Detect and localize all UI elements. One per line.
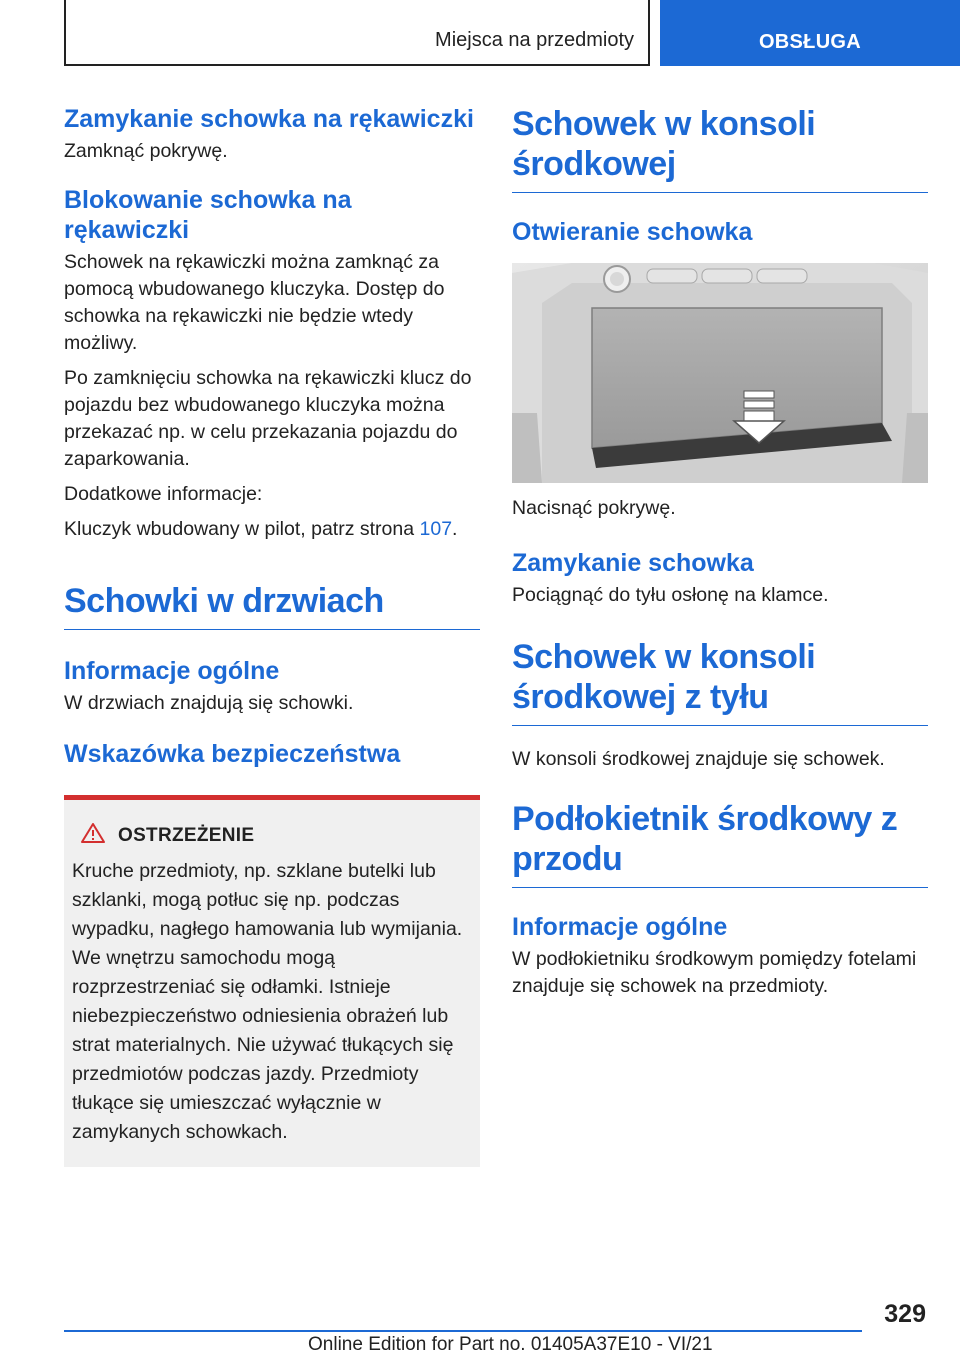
header-chapter-tab bbox=[660, 0, 960, 66]
heading-general-info: Informacje ogólne bbox=[64, 657, 280, 685]
key-reference-end: . bbox=[452, 518, 458, 540]
heading-armrest: Podłokietnik środkowy z przodu bbox=[512, 799, 928, 888]
text-door-info: W drzwiach znajdują się schowki. bbox=[64, 692, 354, 714]
text-key-reference bbox=[64, 516, 480, 543]
warning-title: OSTRZEŻENIE bbox=[118, 824, 255, 846]
key-reference-text: Kluczyk wbudowany w pilot, patrz strona bbox=[64, 518, 415, 540]
right-column bbox=[512, 104, 928, 1000]
footer-edition: Online Edition for Part no. 01405A37E10 - VI/21 bbox=[308, 1334, 713, 1355]
header-section-box bbox=[64, 0, 650, 66]
text-armrest: W podłokietniku środkowym pomiędzy fotelami znajduje się schowek na przedmioty. bbox=[512, 948, 917, 997]
text-lock-glovebox-2: Po zamknięciu schowka na rękawiczki klucz do pojazdu bez wbudowanego kluczyka można przekazać np. w celu przekazania pojazdu do zaparkowania. bbox=[64, 367, 472, 470]
page-number: 329 bbox=[884, 1300, 926, 1328]
warning-triangle-icon bbox=[80, 822, 106, 849]
heading-lock-glovebox: Blokowanie schowka na rękawiczki bbox=[64, 186, 352, 244]
left-column bbox=[64, 104, 480, 1167]
header-section-title: Miejsca na przedmioty bbox=[435, 29, 634, 51]
footer-rule bbox=[64, 1330, 862, 1332]
heading-close-glovebox: Zamykanie schowka na rękawiczki bbox=[64, 105, 474, 133]
text-close-glovebox: Zamknąć pokrywę. bbox=[64, 140, 228, 162]
text-press-cover: Nacisnąć pokrywę. bbox=[512, 497, 676, 519]
text-rear-console: W konsoli środkowej znajduje się schowek. bbox=[512, 748, 885, 770]
console-compartment-photo bbox=[512, 263, 928, 483]
text-lock-glovebox-1: Schowek na rękawiczki można zamknąć za pomocą wbudowanego kluczyka. Dostęp do schowka na rękawiczki nie będzie wtedy możliwy. bbox=[64, 251, 445, 354]
warning-box bbox=[64, 795, 480, 1167]
heading-closing: Zamykanie schowka bbox=[512, 549, 754, 577]
warning-text: Kruche przedmioty, np. szklane butelki lub szklanki, mogą potłuc się np. podczas wypadku, nagłego hamowania lub wymijania. We wnętrzu samochodu mogą rozprzestrzeniać się odłamki. Istnieje niebezpieczeństwo odniesienia obrażeń lub strat materialnych. Nie używać tłukących się przedmiotów podczas jazdy. Przedmioty tłukące się umieszczać wyłącznie w zamykanych schowkach. bbox=[72, 860, 463, 1143]
heading-rear-console: Schowek w konsoli środkowej z tyłu bbox=[512, 637, 928, 726]
text-more-info: Dodatkowe informacje: bbox=[64, 483, 263, 505]
warning-header bbox=[72, 822, 472, 849]
heading-safety-note: Wskazówka bezpieczeństwa bbox=[64, 740, 401, 768]
page-link-107[interactable]: 107 bbox=[419, 518, 453, 540]
heading-door-compartments: Schowki w drzwiach bbox=[64, 581, 480, 630]
heading-armrest-info: Informacje ogólne bbox=[512, 913, 728, 941]
heading-opening: Otwieranie schowka bbox=[512, 218, 753, 246]
heading-center-console: Schowek w konsoli środkowej bbox=[512, 104, 928, 193]
header-chapter-label: OBSŁUGA bbox=[758, 31, 862, 53]
text-pull-cover: Pociągnąć do tyłu osłonę na klamce. bbox=[512, 584, 829, 606]
